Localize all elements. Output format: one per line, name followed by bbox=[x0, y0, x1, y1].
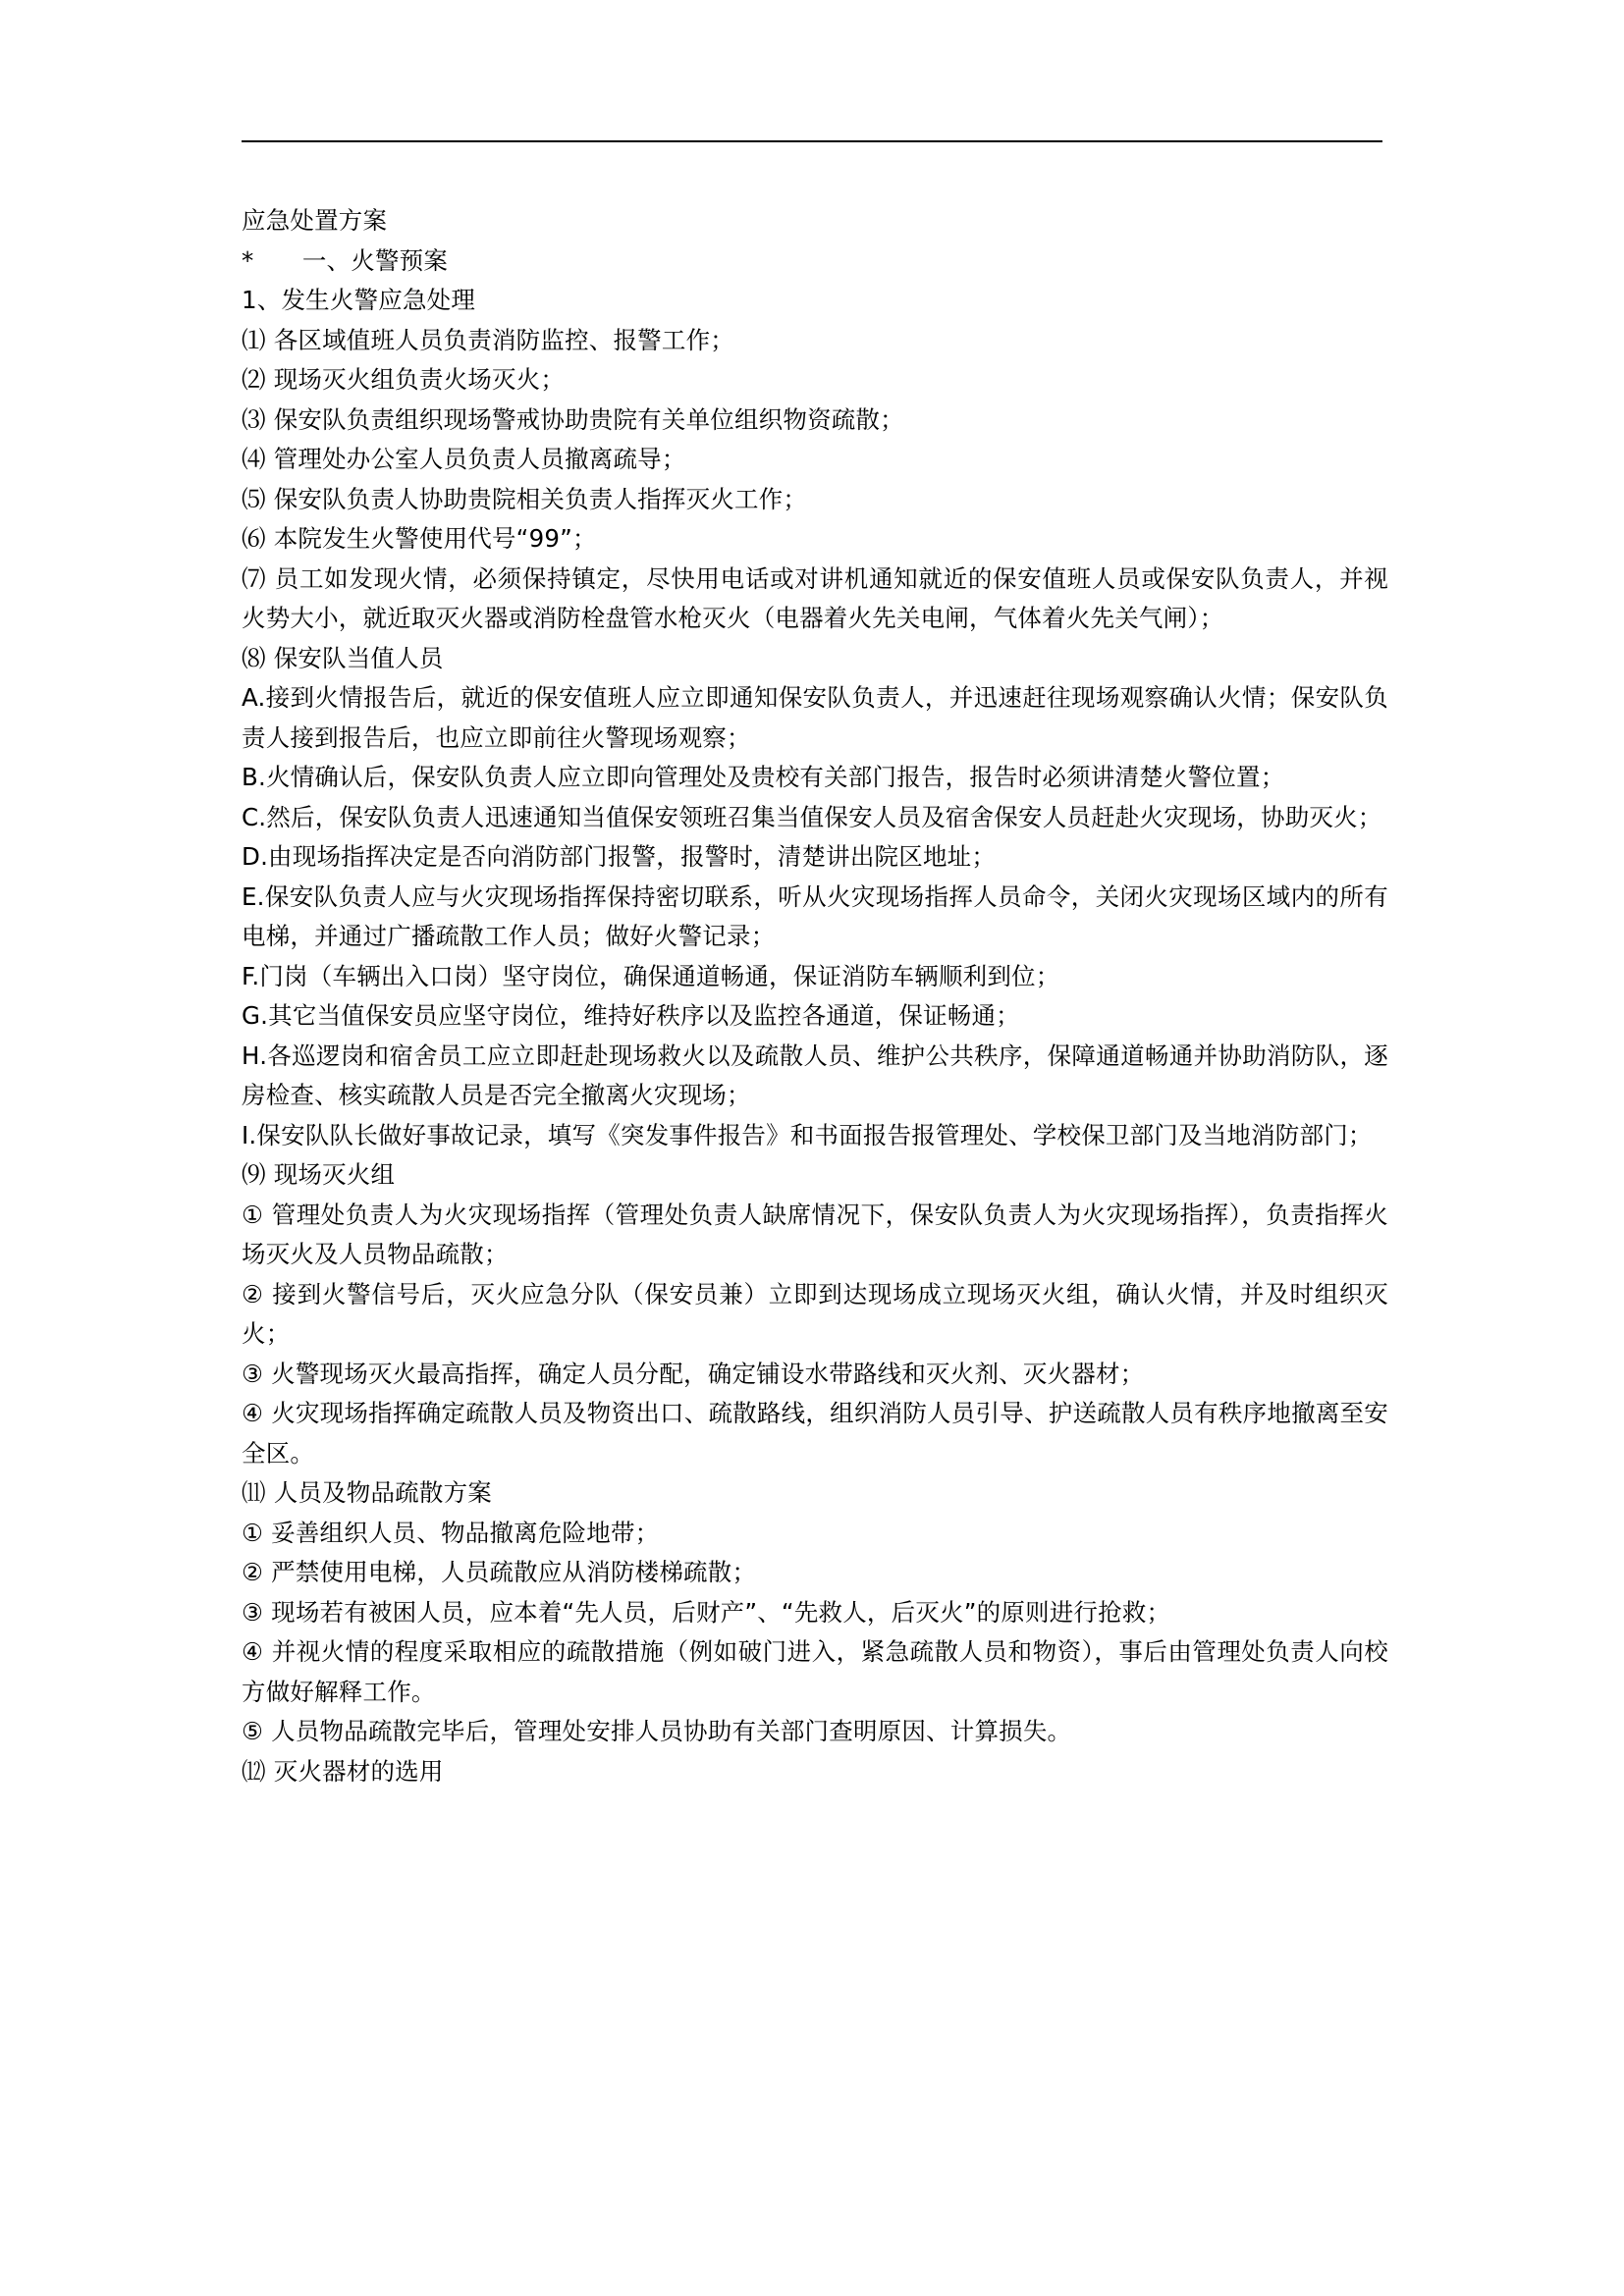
paragraph: ② 接到火警信号后，灭火应急分队（保安员兼）立即到达现场成立现场灭火组，确认火情，并及时组织灭火； bbox=[242, 1279, 1388, 1348]
paragraph: I.保安队队长做好事故记录，填写《突发事件报告》和书面报告报管理处、学校保卫部门及当地消防部门； bbox=[242, 1120, 1373, 1149]
paragraph: B.火情确认后，保安队负责人应立即向管理处及贵校有关部门报告，报告时必须讲清楚火警位置； bbox=[242, 763, 1285, 791]
paragraph: * 一、火警预案 bbox=[242, 245, 449, 275]
paragraph: G.其它当值保安员应坚守岗位，维持好秩序以及监控各通道，保证畅通； bbox=[242, 1001, 1020, 1030]
paragraph: C.然后，保安队负责人迅速通知当值保安领班召集当值保安人员及宿舍保安人员赶赴火灾现场，协助灭火； bbox=[242, 802, 1382, 831]
document-body bbox=[242, 201, 1388, 1791]
paragraph: ① 管理处负责人为火灾现场指挥（管理处负责人缺席情况下，保安队负责人为火灾现场指挥），负责指挥火场灭火及人员物品疏散； bbox=[242, 1200, 1388, 1268]
paragraph: ⑹ 本院发生火警使用代号“99”； bbox=[242, 524, 597, 553]
paragraph: E.保安队负责人应与火灾现场指挥保持密切联系，听从火灾现场指挥人员命令，关闭火灾现场区域内的所有电梯，并通过广播疏散工作人员；做好火警记录； bbox=[242, 881, 1388, 950]
paragraph: ⑶ 保安队负责组织现场警戒协助贵院有关单位组织物资疏散； bbox=[242, 404, 904, 434]
paragraph: ② 严禁使用电梯，人员疏散应从消防楼梯疏散； bbox=[242, 1558, 757, 1586]
paragraph: ④ 并视火情的程度采取相应的疏散措施（例如破门进入，紧急疏散人员和物资），事后由管理处负责人向校方做好解释工作。 bbox=[242, 1637, 1388, 1706]
paragraph: H.各巡逻岗和宿舍员工应立即赶赴现场救火以及疏散人员、维护公共秩序，保障通道畅通并协助消防队，逐房检查、核实疏散人员是否完全撤离火灾现场； bbox=[242, 1041, 1388, 1109]
paragraph: 1、发生火警应急处理 bbox=[242, 286, 476, 314]
paragraph: ③ 现场若有被困人员，应本着“先人员，后财产”、“先救人，后灭火”的原则进行抢救； bbox=[242, 1597, 1171, 1627]
paragraph: ⑴ 各区域值班人员负责消防监控、报警工作； bbox=[242, 325, 734, 354]
paragraph: ③ 火警现场灭火最高指挥，确定人员分配，确定铺设水带路线和灭火剂、灭火器材； bbox=[242, 1359, 1145, 1388]
paragraph: ⑼ 现场灭火组 bbox=[242, 1160, 396, 1189]
paragraph: ⑷ 管理处办公室人员负责人员撤离疏导； bbox=[242, 445, 686, 473]
paragraph: ① 妥善组织人员、物品撤离危险地带； bbox=[242, 1518, 660, 1547]
paragraph: ⑸ 保安队负责人协助贵院相关负责人指挥灭火工作； bbox=[242, 484, 808, 513]
paragraph: A.接到火情报告后，就近的保安值班人应立即通知保安队负责人，并迅速赶往现场观察确认火情；保安队负责人接到报告后，也应立即前往火警现场观察； bbox=[242, 683, 1388, 752]
paragraph: ⑻ 保安队当值人员 bbox=[242, 643, 444, 672]
paragraph: F.门岗（车辆出入口岗）坚守岗位，确保通道畅通，保证消防车辆顺利到位； bbox=[242, 961, 1060, 990]
paragraph: ⑤ 人员物品疏散完毕后，管理处安排人员协助有关部门查明原因、计算损失。 bbox=[242, 1717, 1072, 1745]
paragraph: ④ 火灾现场指挥确定疏散人员及物资出口、疏散路线，组织消防人员引导、护送疏散人员有秩序地撤离至安全区。 bbox=[242, 1399, 1388, 1468]
paragraph: ⑾ 人员及物品疏散方案 bbox=[242, 1478, 492, 1507]
header-divider bbox=[242, 140, 1382, 142]
paragraph: 应急处置方案 bbox=[242, 206, 388, 235]
paragraph: ⑵ 现场灭火组负责火场灭火； bbox=[242, 365, 566, 394]
paragraph: ⑿ 灭火器材的选用 bbox=[242, 1756, 444, 1786]
paragraph: ⑺ 员工如发现火情，必须保持镇定，尽快用电话或对讲机通知就近的保安值班人员或保安队负责人，并视火势大小，就近取灭火器或消防栓盘管水枪灭火（电器着火先关电闸，气体着火先关气闸）； bbox=[242, 563, 1388, 632]
paragraph: D.由现场指挥决定是否向消防部门报警，报警时，清楚讲出院区地址； bbox=[242, 842, 997, 871]
